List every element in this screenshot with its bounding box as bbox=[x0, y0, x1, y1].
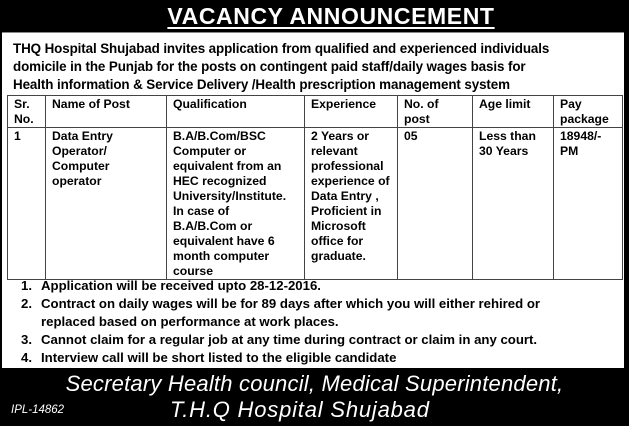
terms-list bbox=[2, 277, 622, 367]
term-item bbox=[2, 277, 622, 295]
intro-line: domicile in the Punjab for the posts on contingent paid staff/daily wages basis for bbox=[13, 59, 526, 74]
cell-pay-package: 18948/- PM bbox=[554, 128, 623, 280]
intro-line: Health information & Service Delivery /Health prescription management system bbox=[13, 77, 510, 92]
cell-no-of-post: 05 bbox=[398, 128, 473, 280]
term-text: Interview call will be short listed to the eligible candidate bbox=[41, 350, 397, 365]
term-number: 3. bbox=[21, 332, 32, 347]
intro-paragraph bbox=[13, 40, 618, 94]
cell-qualification: B.A/B.Com/BSC Computer or equivalent from an HEC recognized University/Institute. In case of B.A/B.Com or equivalent have 6 month computer course bbox=[167, 128, 305, 280]
cell-experience: 2 Years or relevant professional experience of Data Entry , Proficient in Microsoft office for graduate. bbox=[305, 128, 398, 280]
column-header-experience: Experience bbox=[305, 96, 398, 128]
cell-post-name: Data Entry Operator/ Computer operator bbox=[46, 128, 167, 280]
term-item bbox=[2, 295, 622, 331]
signature-footer bbox=[0, 368, 629, 426]
term-text: Application will be received upto 28-12-2016. bbox=[41, 278, 321, 293]
table-header-row bbox=[8, 96, 623, 128]
term-number: 1. bbox=[21, 278, 32, 293]
cell-age-limit: Less than 30 Years bbox=[473, 128, 554, 280]
signature-line-1: Secretary Health council, Medical Superintendent, bbox=[65, 371, 564, 396]
term-number: 2. bbox=[21, 296, 32, 311]
cell-sr-no: 1 bbox=[8, 128, 46, 280]
term-text: Contract on daily wages will be for 89 days after which you will either rehired or bbox=[41, 296, 541, 311]
term-text: Cannot claim for a regular job at any time during contract or claim in any court. bbox=[41, 332, 538, 347]
column-header-sr-no: Sr. No. bbox=[8, 96, 46, 128]
reference-number: IPL-14862 bbox=[11, 404, 65, 416]
term-item bbox=[2, 349, 622, 367]
column-header-qualification: Qualification bbox=[167, 96, 305, 128]
page-title: VACANCY ANNOUNCEMENT bbox=[167, 3, 495, 29]
column-header-pay-package: Pay package bbox=[554, 96, 623, 128]
column-header-age-limit: Age limit bbox=[473, 96, 554, 128]
term-item bbox=[2, 331, 622, 349]
header-bar bbox=[0, 0, 629, 32]
vacancy-table bbox=[7, 95, 623, 280]
column-header-no-of-post: No. of post bbox=[398, 96, 473, 128]
announcement-panel bbox=[2, 32, 624, 368]
term-text: replaced based on performance at work places. bbox=[41, 314, 339, 329]
table-row bbox=[8, 128, 623, 280]
intro-line: THQ Hospital Shujabad invites application from qualified and experienced individuals bbox=[13, 41, 550, 56]
signature-line-2: T.H.Q Hospital Shujabad bbox=[170, 397, 430, 422]
column-header-name-of-post: Name of Post bbox=[46, 96, 167, 128]
term-number: 4. bbox=[21, 350, 32, 365]
